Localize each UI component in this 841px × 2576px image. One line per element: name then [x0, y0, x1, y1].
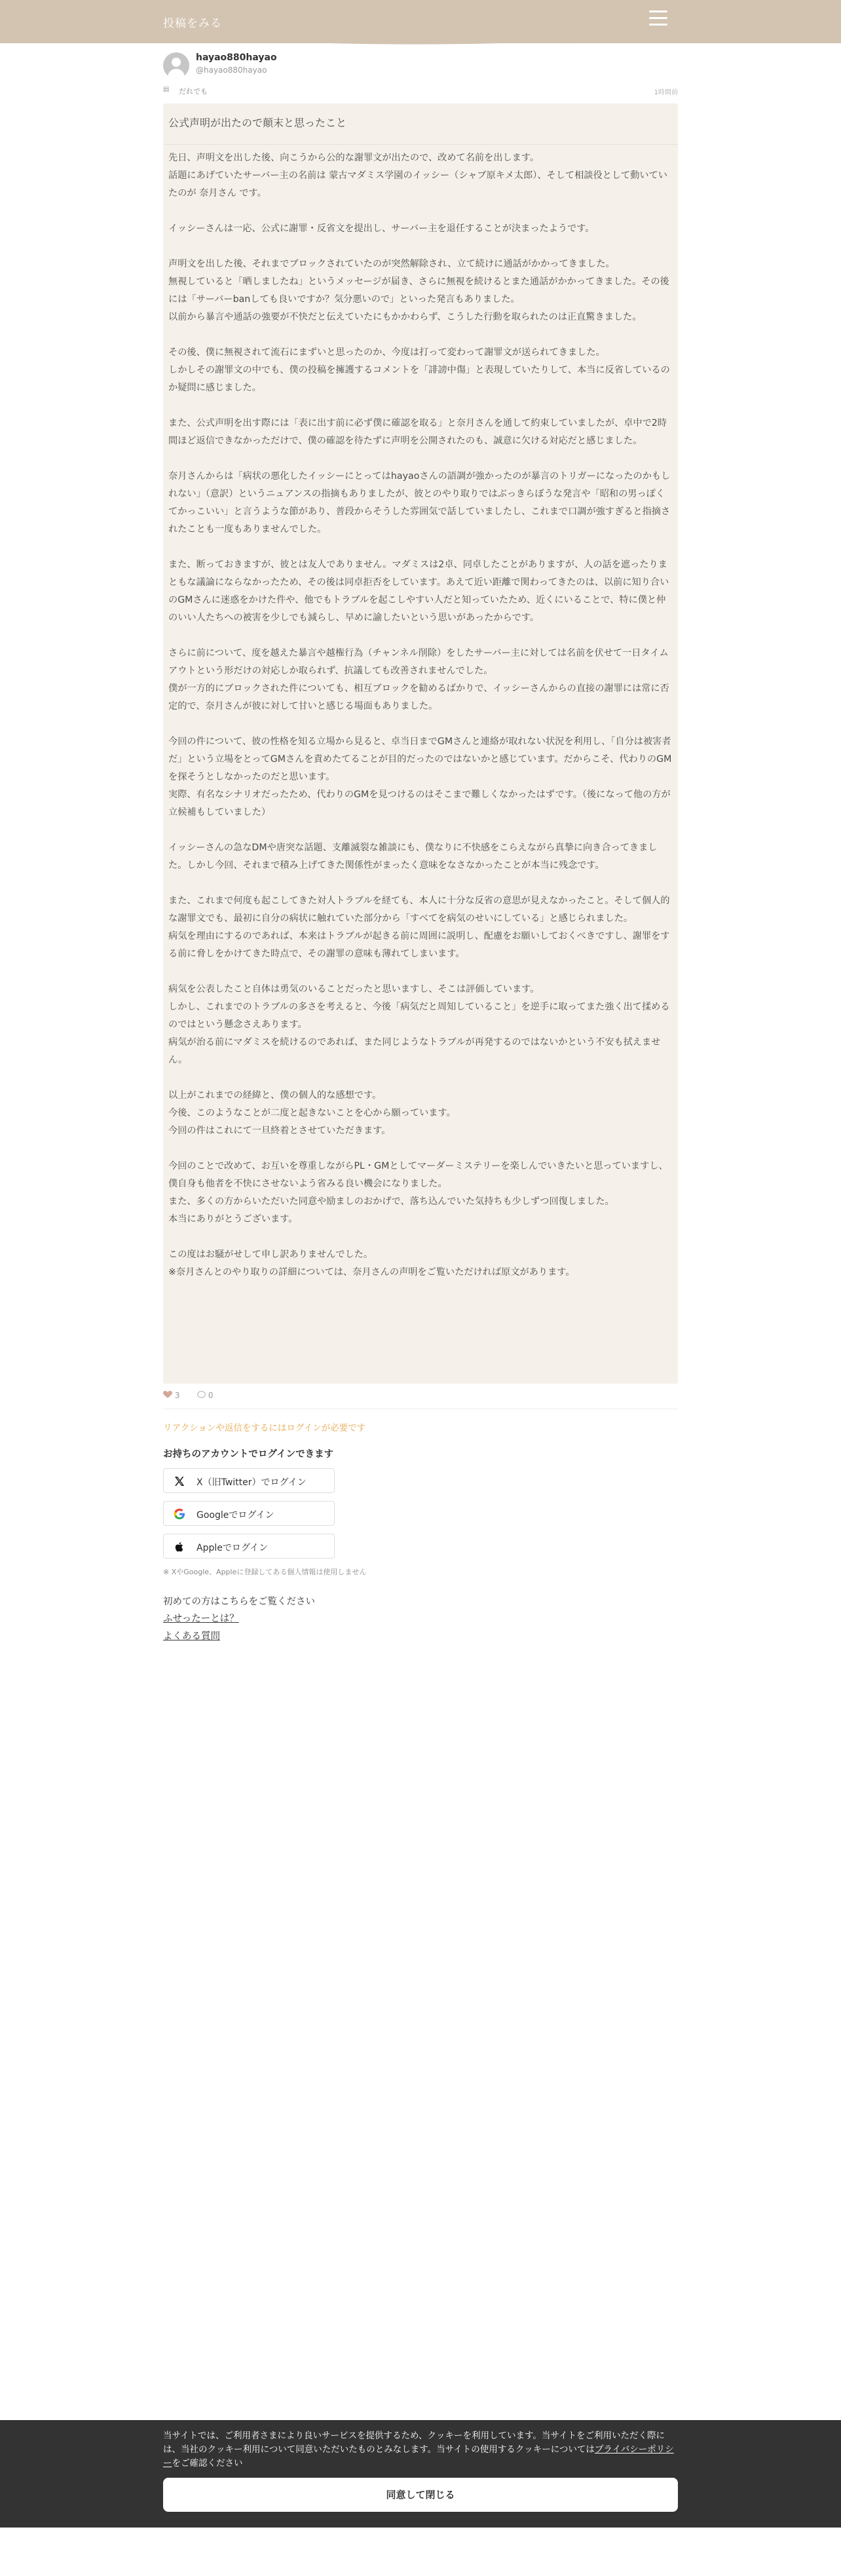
post-paragraph: また、これまで何度も起こしてきた対人トラブルを経ても、本人に十分な反省の意思が見えなかったこと。そして個人的な謝罪文でも、最初に自分の病状に触れていた部分から「すべてを病気のせいにしている」と感じられました。 病気を理由にするのであれば、本来はトラブルが起きる前に周囲に説明し、配慮をお願いしておくべきですし、謝罪をする前に脅しをかけてきた時点で、その謝罪の意味も薄れてしまいます。 [168, 896, 670, 959]
post-content-box [163, 104, 678, 1384]
post-paragraph: 以上がこれまでの経緯と、僕の個人的な感想です。 今後、このようなことが二度と起きないことを心から願っています。 今回の件はこれにて一旦終着とさせていただきます。 [168, 1090, 456, 1136]
x-login-label: X（旧Twitter）でログイン [196, 1477, 307, 1488]
tag-icon: ▤ [163, 86, 170, 93]
first-time-guide-text: 初めての方はこちらをご覧ください [163, 1597, 315, 1607]
post-paragraph: イッシーさんの急なDMや唐突な話題、支離滅裂な雑談にも、僕なりに不快感をこらえながら真摯に向き合ってきました。しかし今回、それまで積み上げてきた関係性がまったく意味をなさなかったことが本当に残念です。 [168, 843, 658, 871]
cookie-consent-bar [0, 2420, 841, 2528]
post-paragraph: 声明文を出した後、それまでブロックされていたのが突然解除され、立て続けに通話がかかってきました。 無視していると「晒しましたね」というメッセージが届き、さらに無視を続けるとまた通話がかかってきました。その後には「サーバーbanしても良いですか？気分悪いので」といった発言もありました。 以前から暴言や通話の強要が不快だと伝えていたにもかかわらず、こうした行動を取られたのは正直驚きました。 [168, 259, 669, 322]
login-required-notice: リアクションや返信をするにはログインが必要です [163, 1423, 366, 1433]
post-paragraph: 今回のことで改めて、お互いを尊重しながらPL・GMとしてマーダーミステリーを楽しんでいきたいと思っていますし、僕自身も他者を不快にさせないよう省みる良い機会になりました。 また、多くの方からいただいた同意や励ましのおかげで、落ち込んでいた気持ちも少しずつ回復しました。 本当にありがとうございます。 [168, 1161, 668, 1224]
cookie-consent-text [163, 2429, 678, 2471]
post-author [163, 51, 678, 81]
heart-react-icon [163, 1391, 172, 1399]
google-login-button[interactable] [163, 1501, 335, 1526]
post-paragraph: また、公式声明を出す際には「表に出す前に必ず僕に確認を取る」と奈月さんを通して約束していましたが、卓中で2時間ほど返信できなかっただけで、僕の確認を待たずに声明を公開されたのも、誠意に欠ける対応だと感じました。 [168, 418, 667, 446]
agree-close-button[interactable]: 同意して閉じる [163, 2478, 678, 2512]
hamburger-menu-icon[interactable] [649, 10, 669, 29]
audience-tag: だれでも [179, 87, 208, 96]
post-paragraph: その後、僕に無視されて流石にまずいと思ったのか、今度は打って変わって謝罪文が送られてきました。 しかしその謝罪文の中でも、僕の投稿を擁護するコメントを「誹謗中傷」と表現していたりして、本当に反省しているのか疑問に感じました。 [168, 347, 670, 393]
top-header [0, 0, 841, 43]
x-login-button[interactable] [163, 1468, 335, 1493]
x-logo-icon [173, 1475, 186, 1488]
apple-login-button[interactable] [163, 1534, 335, 1559]
header-wave-decoration [0, 38, 841, 47]
login-heading: お持ちのアカウントでログインできます [163, 1449, 334, 1460]
faq-link[interactable]: よくある質問 [163, 1631, 220, 1642]
author-handle: @hayao880hayao [196, 66, 267, 75]
apple-logo-icon [173, 1540, 186, 1553]
page-title: 投稿をみる [163, 17, 222, 30]
post-paragraph: 先日、声明文を出した後、向こうから公的な謝罪文が出たので、改めて名前を出します。 話題にあげていたサーバー主の名前は 蒙古マダミス学園のイッシー（シャブ原キメ太郎）、そして相談役として動いていたのが 奈月さん です。 [168, 153, 667, 199]
privacy-note: ※ XやGoogle、Appleに登録してある個人情報は使用しません [163, 1568, 367, 1576]
google-logo-icon [173, 1507, 186, 1521]
like-count: 3 [174, 1391, 180, 1400]
post-paragraph: また、断っておきますが、彼とは友人でありません。マダミスは2卓、同卓したことがありますが、人の話を遮ったりまともな議論にならなかったため、その後は同卓拒否をしています。あえて近い距離で関わってきたのは、以前に知り合いのGMさんに迷惑をかけた件や、他でもトラブルを起こしやすい人だと知っていたため、近くにいることで、特に僕と仲のいい人たちへの被害を少しでも減らし、早めに諭したいという思いがあったからです。 [168, 559, 669, 623]
post-paragraph: 病気を公表したこと自体は勇気のいることだったと思いますし、そこは評価しています。 しかし、これまでのトラブルの多さを考えると、今後「病気だと周知していること」を逆手に取ってまた強く出て揉めるのではという懸念さえあります。 病気が治る前にマダミスを続けるのであれば、また同じようなトラブルが再発するのではないかという不安も拭えません。 [168, 984, 670, 1065]
post-paragraph: イッシーさんは一応、公式に謝罪・反省文を提出し、サーバー主を退任することが決まったようです。 [168, 223, 595, 234]
cookie-text-after: をご確認ください [172, 2458, 243, 2469]
post-title-divider [163, 144, 678, 145]
privacy-policy-link[interactable]: プライバシーポリシー [163, 2444, 674, 2469]
post-paragraph: この度はお騒がせして申し訳ありませんでした。 ※奈月さんとのやり取りの詳細については、奈月さんの声明をご覧いただければ原文があります。 [168, 1249, 575, 1278]
post-body [168, 149, 674, 1299]
google-login-label: Googleでログイン [196, 1510, 274, 1521]
post-meta-row [163, 86, 678, 96]
post-timestamp: 1時間前 [654, 89, 678, 96]
cookie-text-before: 当サイトでは、ご利用者さまにより良いサービスを提供するため、クッキーを利用しています。当サイトをご利用いただく際には、当社のクッキー利用について同意いただいたものとみなします。当サイトの使用するクッキーについては [163, 2431, 665, 2455]
like-reaction[interactable] [163, 1391, 179, 1400]
post-paragraph: 奈月さんからは「病状の悪化したイッシーにとってはhayaoさんの語調が強かったのが暴言のトリガーになったのかもしれない」（意訳）というニュアンスの指摘もありましたが、彼とのやり取りではぶっきらぼうな発言や「昭和の男っぽくてかっこいい」と言うような節があり、普段からそうした雰囲気で話していましたし、これまで口調が強すぎると指摘されたことも一度もありませんでした。 [168, 471, 671, 535]
comment-count: 0 [208, 1391, 214, 1400]
author-display-name[interactable]: hayao880hayao [196, 52, 277, 63]
post-title: 公式声明が出たので顛末と思ったこと [168, 117, 347, 129]
post-paragraph: さらに前について、度を越えた暴言や越権行為（チャンネル削除）をしたサーバー主に対しては名前を伏せて一日タイムアウトという形だけの対応しか取られず、抗議しても改善されませんでした。 僕が一方的にブロックされた件についても、相互ブロックを勧めるばかりで、イッシーさんからの直接の謝罪には常に否定的で、奈月さんが彼に対して甘いと感じる場面もありました。 [168, 648, 669, 711]
comment-reaction[interactable] [197, 1391, 213, 1400]
apple-login-label: Appleでログイン [196, 1543, 269, 1553]
comment-bubble-icon [197, 1391, 206, 1399]
default-user-avatar-icon[interactable] [163, 52, 189, 79]
about-fusetter-link[interactable]: ふせったーとは？ [163, 1614, 239, 1624]
post-paragraph: 今回の件について、彼の性格を知る立場から見ると、卓当日までGMさんと連絡が取れない状況を利用し、「自分は被害者だ」という立場をとってGMさんを責めたてることが目的だったのではないかと感じています。だからこそ、代わりのGMを探そうとしなかったのだと思います。 実際、有名なシナリオだったため、代わりのGMを見つけるのはそこまで難しくなかったはずです。（後になって他の方が立候補もしていました） [168, 736, 672, 818]
